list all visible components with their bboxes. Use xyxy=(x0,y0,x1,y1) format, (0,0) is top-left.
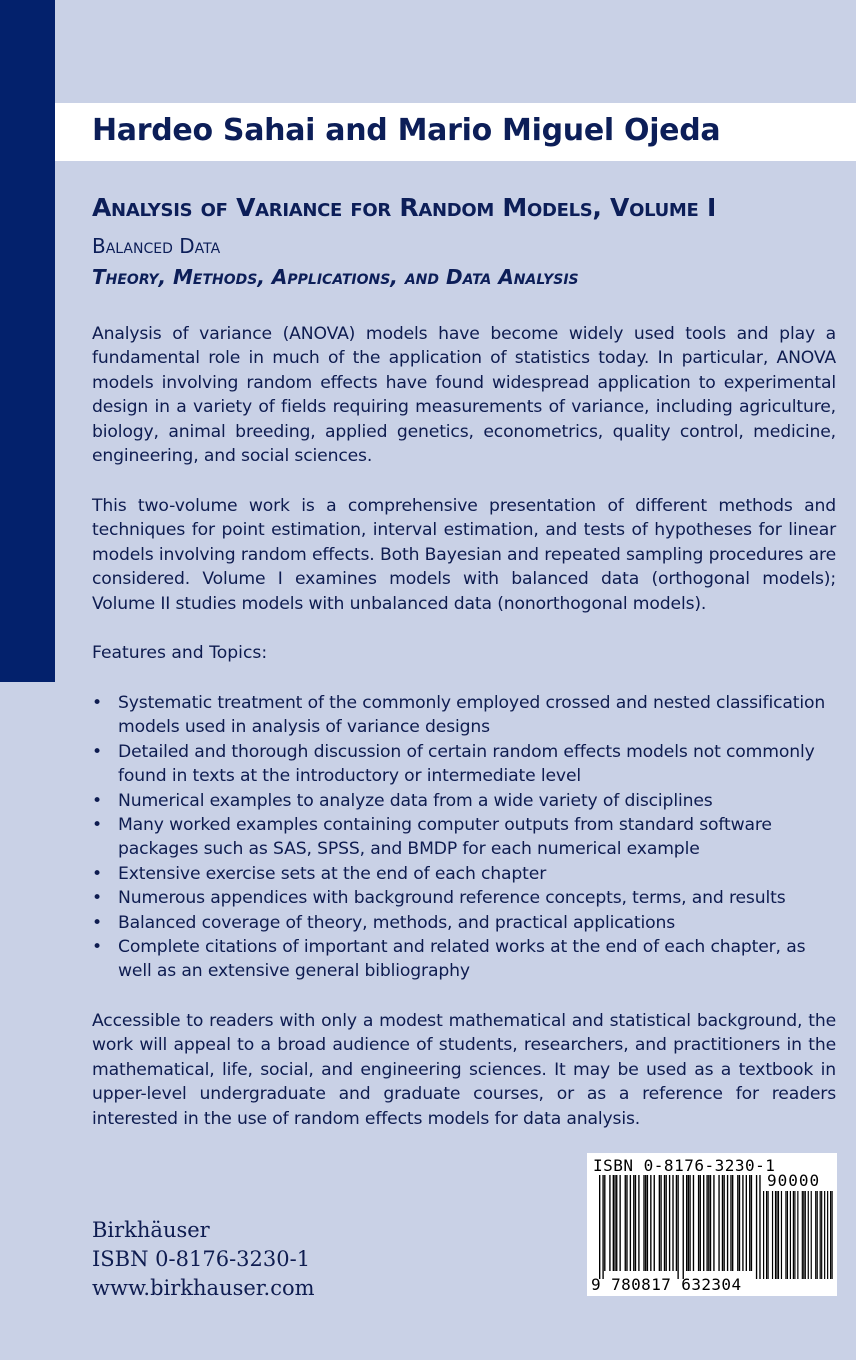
bullet-icon: • xyxy=(92,937,102,958)
barcode-bar xyxy=(660,1175,661,1271)
barcode-bar xyxy=(647,1175,648,1271)
barcode-bar xyxy=(817,1191,818,1279)
barcode-bar xyxy=(830,1191,831,1279)
bullet-icon: • xyxy=(92,790,102,811)
barcode-bar xyxy=(751,1175,752,1271)
barcode-bar xyxy=(708,1175,709,1271)
barcode-bar xyxy=(832,1191,833,1279)
barcode-bar xyxy=(643,1175,644,1271)
barcode-bar xyxy=(746,1175,747,1271)
barcode-bar xyxy=(811,1191,812,1279)
barcode-bar xyxy=(677,1175,678,1279)
barcode-bar xyxy=(664,1175,665,1271)
barcode-bar xyxy=(625,1175,626,1271)
barcode-bar xyxy=(609,1175,610,1271)
barcode-bar xyxy=(710,1175,711,1271)
barcode-bar xyxy=(616,1175,617,1271)
barcode-bar xyxy=(686,1175,687,1271)
barcode-bar xyxy=(794,1191,795,1279)
barcode-bar xyxy=(787,1191,788,1279)
features-heading: Features and Topics: xyxy=(92,643,268,663)
barcode-bar xyxy=(781,1191,782,1279)
barcode-bar xyxy=(785,1191,786,1279)
description-paragraph-2: This two-volume work is a comprehensive presentation of different methods and techniques for point estimation, interval estimation, and tests of hypotheses for linear models involving random effects. Both Bayesian and repeated sampling procedures are considered. Volume I examines models with balanced data (orthogonal models); Volume II studies models with unbalanced data (nonorthogonal models). xyxy=(92,496,836,614)
barcode-bar xyxy=(713,1175,714,1271)
barcode-bar xyxy=(797,1191,798,1279)
list-item: • Complete citations of important and related works at the end of each chapter, as well as an extensive general bibliography xyxy=(92,937,806,982)
book-subtitle: Balanced Data xyxy=(92,234,221,258)
barcode-bar xyxy=(723,1175,724,1271)
barcode-bar xyxy=(808,1191,809,1279)
bullet-icon: • xyxy=(92,888,102,909)
features-list xyxy=(92,691,836,984)
list-item: • Balanced coverage of theory, methods, and practical applications xyxy=(92,911,836,935)
barcode-bar xyxy=(602,1175,603,1279)
book-subtitle-secondary: Theory, Methods, Applications, and Data Analysis xyxy=(92,265,579,289)
barcode-bar xyxy=(650,1175,651,1271)
publisher-name: Birkhäuser xyxy=(92,1218,210,1242)
publisher-block xyxy=(92,1216,315,1303)
barcode-bar xyxy=(700,1175,701,1271)
barcode-bar xyxy=(635,1175,636,1271)
barcode xyxy=(587,1153,837,1296)
barcode-bar xyxy=(683,1175,684,1279)
barcode-bar xyxy=(727,1175,728,1271)
barcode-bar xyxy=(802,1191,803,1279)
barcode-digits: 9 780817 632304 xyxy=(591,1275,742,1294)
book-title: Analysis of Variance for Random Models, Volume I xyxy=(92,193,716,222)
barcode-bar xyxy=(742,1175,743,1271)
description-paragraph-1: Analysis of variance (ANOVA) models have become widely used tools and play a fundamental role in much of the application of statistics today. In particular, ANOVA models involving random effects have found widespread application to experimental design in a variety of fields requiring measurements of variance, including agriculture, biology, animal breeding, applied genetics, econometrics, quality control, medicine, engineering, and social sciences. xyxy=(92,324,836,467)
list-item: • Extensive exercise sets at the end of each chapter xyxy=(92,862,836,886)
bullet-icon: • xyxy=(92,741,102,762)
barcode-bar xyxy=(763,1191,764,1279)
barcode-bar xyxy=(688,1175,689,1271)
barcode-bar xyxy=(669,1175,670,1271)
barcode-bar xyxy=(706,1175,707,1271)
barcode-bar xyxy=(730,1175,731,1271)
barcode-bar xyxy=(613,1175,614,1271)
barcode-isbn: ISBN 0-8176-3230-1 xyxy=(593,1156,776,1175)
barcode-bar xyxy=(737,1175,738,1271)
barcode-bar xyxy=(824,1191,825,1279)
barcode-bar xyxy=(666,1175,667,1271)
barcode-bar xyxy=(633,1175,634,1271)
barcode-addon-bars xyxy=(763,1191,833,1279)
barcode-bar xyxy=(739,1175,740,1271)
barcode-bars xyxy=(599,1175,761,1279)
barcode-bar xyxy=(827,1191,828,1279)
barcode-bar xyxy=(732,1175,733,1271)
bullet-icon: • xyxy=(92,815,102,836)
barcode-bar xyxy=(756,1175,757,1279)
barcode-bar xyxy=(619,1175,620,1271)
barcode-bar xyxy=(693,1175,694,1271)
barcode-bar xyxy=(676,1175,677,1271)
barcode-bar xyxy=(805,1191,806,1279)
bullet-icon: • xyxy=(92,863,102,884)
barcode-bar xyxy=(776,1191,777,1279)
list-item: • Numerous appendices with background reference concepts, terms, and results xyxy=(92,886,836,910)
barcode-bar xyxy=(626,1175,627,1271)
barcode-bar xyxy=(820,1191,821,1279)
description-paragraph-3: Accessible to readers with only a modest mathematical and statistical background, the work will appeal to a broad audience of students, researchers, and practitioners in the mathematical, life, social, and engineering sciences. It may be used as a textbook in upper-level undergraduate and graduate courses, or as a reference for readers interested in the use of random effects models for data analysis. xyxy=(92,1011,836,1129)
barcode-bar xyxy=(638,1175,639,1271)
publisher-url: www.birkhauser.com xyxy=(92,1276,315,1300)
barcode-bar xyxy=(659,1175,660,1271)
barcode-bar xyxy=(599,1175,600,1279)
barcode-bar xyxy=(654,1175,655,1271)
barcode-bar xyxy=(718,1175,719,1271)
authors: Hardeo Sahai and Mario Miguel Ojeda xyxy=(92,113,721,148)
barcode-bar xyxy=(775,1191,776,1279)
barcode-bar xyxy=(790,1191,791,1279)
barcode-bar xyxy=(803,1191,804,1279)
bullet-icon: • xyxy=(92,693,102,713)
cover-sidebar-stripe xyxy=(0,0,55,682)
barcode-bar xyxy=(645,1175,646,1271)
list-item: • Numerical examples to analyze data from a wide variety of disciplines xyxy=(92,789,836,813)
barcode-bar xyxy=(793,1191,794,1279)
barcode-bar xyxy=(722,1175,723,1271)
barcode-bar xyxy=(778,1191,779,1279)
list-item: • Detailed and thorough discussion of certain random effects models not commonly found in texts at the introductory or intermediate level xyxy=(92,741,815,787)
list-item: • Systematic treatment of the commonly employed crossed and nested classification models used in analysis of variance designs xyxy=(92,693,826,738)
barcode-bar xyxy=(766,1191,767,1279)
list-item: • Many worked examples containing computer outputs from standard software packages such as SAS, SPSS, and BMDP for each numerical example xyxy=(92,815,772,860)
barcode-bar xyxy=(689,1175,690,1271)
publisher-isbn: ISBN 0-8176-3230-1 xyxy=(92,1247,311,1271)
barcode-bar xyxy=(759,1175,760,1279)
barcode-bar xyxy=(630,1175,631,1271)
barcode-bar xyxy=(614,1175,615,1271)
barcode-bar xyxy=(772,1191,773,1279)
barcode-bar xyxy=(821,1191,822,1279)
barcode-bar xyxy=(749,1175,750,1271)
barcode-price-code: 90000 xyxy=(767,1171,821,1190)
barcode-bar xyxy=(767,1191,768,1279)
barcode-bar xyxy=(815,1191,816,1279)
bullet-icon: • xyxy=(92,912,102,933)
barcode-bar xyxy=(698,1175,699,1271)
barcode-bar xyxy=(672,1175,673,1271)
barcode-bar xyxy=(703,1175,704,1271)
barcode-bar xyxy=(604,1175,605,1271)
